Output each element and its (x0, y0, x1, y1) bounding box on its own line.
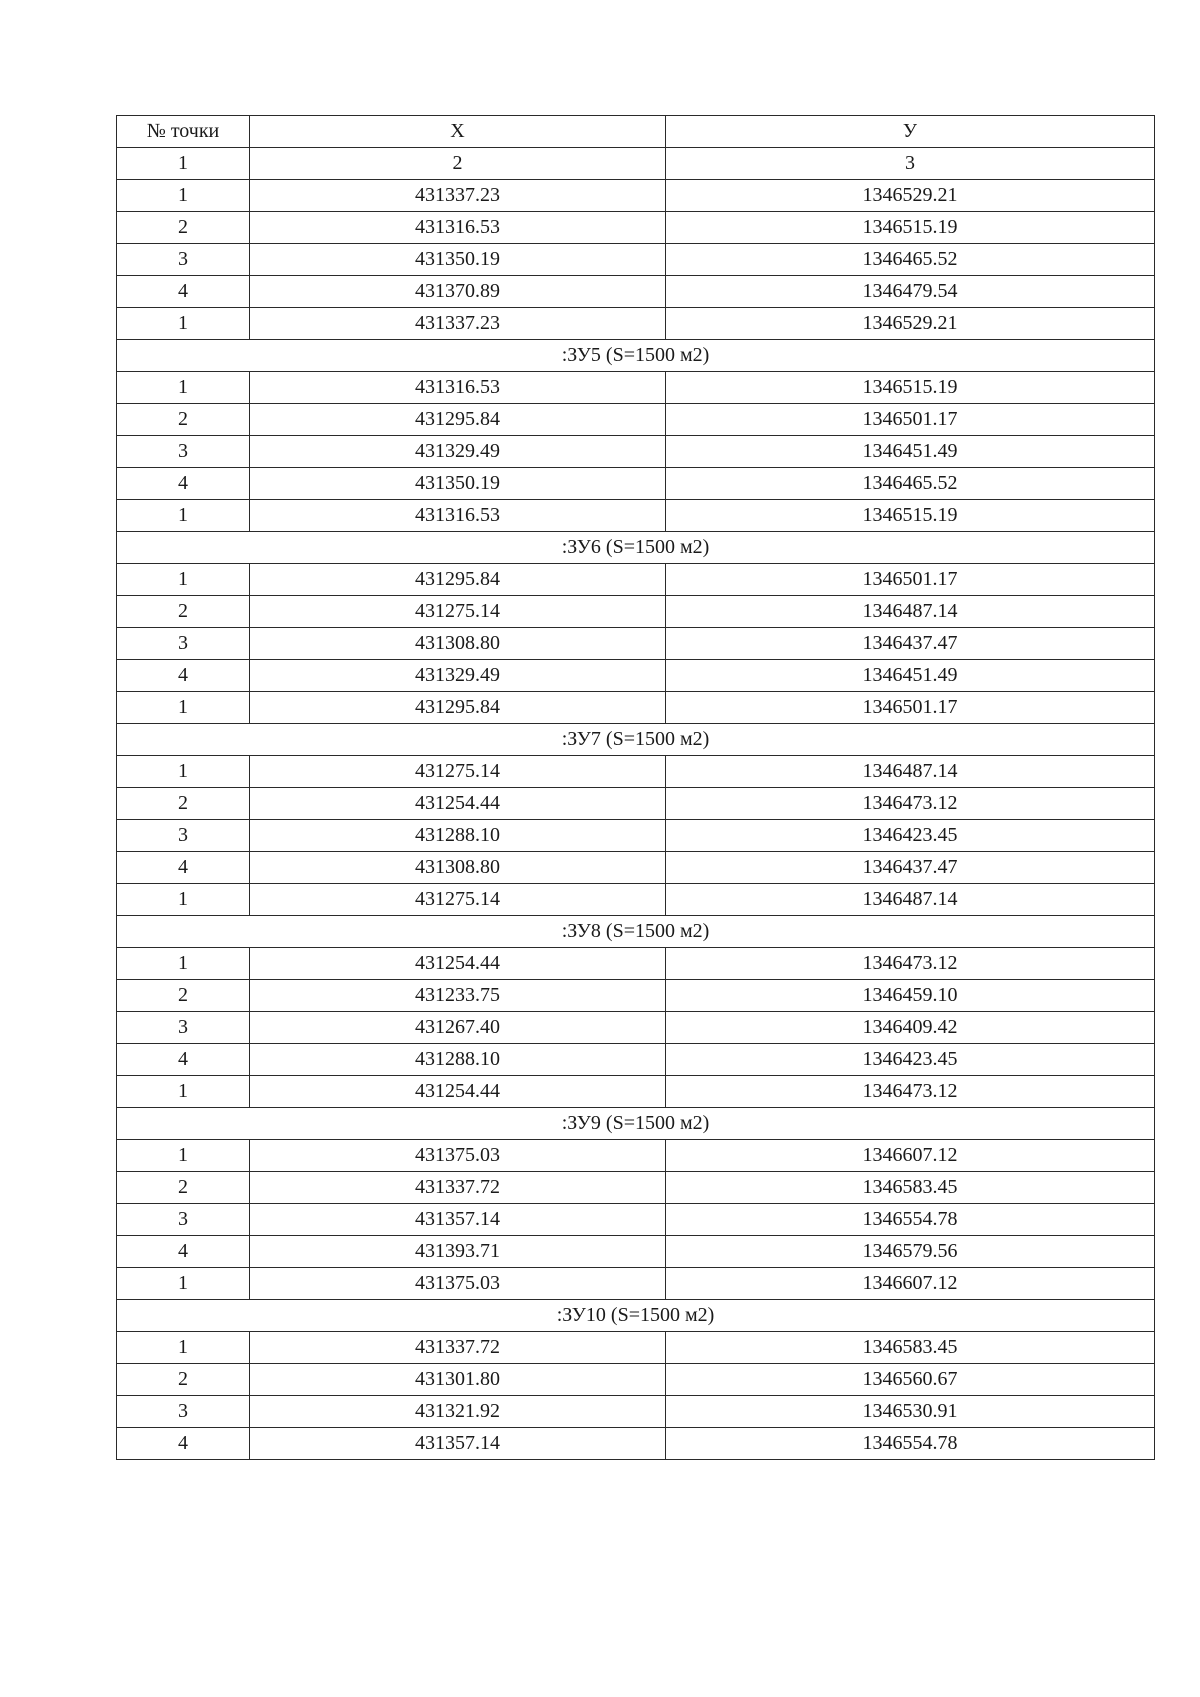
y-coordinate-cell: 1346501.17 (666, 692, 1155, 724)
table-row (117, 436, 1155, 468)
section-title: :ЗУ10 (S=1500 м2) (117, 1300, 1155, 1332)
x-coordinate-cell: 431301.80 (250, 1364, 666, 1396)
x-coordinate-cell: 431375.03 (250, 1268, 666, 1300)
x-coordinate-cell: 431329.49 (250, 660, 666, 692)
coordinates-table (116, 115, 1155, 1460)
point-number-cell: 3 (117, 1012, 250, 1044)
x-coordinate-cell: 431357.14 (250, 1204, 666, 1236)
point-number-cell: 4 (117, 1428, 250, 1460)
x-coordinate-cell: 431308.80 (250, 852, 666, 884)
table-row (117, 980, 1155, 1012)
header-y: У (666, 116, 1155, 148)
table-row (117, 1364, 1155, 1396)
column-number-3: 3 (666, 148, 1155, 180)
point-number-cell: 2 (117, 212, 250, 244)
point-number-cell: 3 (117, 1396, 250, 1428)
y-coordinate-cell: 1346501.17 (666, 564, 1155, 596)
y-coordinate-cell: 1346530.91 (666, 1396, 1155, 1428)
section-title-row (117, 724, 1155, 756)
y-coordinate-cell: 1346583.45 (666, 1172, 1155, 1204)
point-number-cell: 2 (117, 596, 250, 628)
point-number-cell: 3 (117, 628, 250, 660)
y-coordinate-cell: 1346515.19 (666, 212, 1155, 244)
table-row (117, 1236, 1155, 1268)
header-x: Х (250, 116, 666, 148)
point-number-cell: 2 (117, 788, 250, 820)
table-row (117, 180, 1155, 212)
x-coordinate-cell: 431275.14 (250, 756, 666, 788)
table-row (117, 1332, 1155, 1364)
section-title: :ЗУ6 (S=1500 м2) (117, 532, 1155, 564)
point-number-cell: 2 (117, 980, 250, 1012)
y-coordinate-cell: 1346583.45 (666, 1332, 1155, 1364)
table-row (117, 1044, 1155, 1076)
x-coordinate-cell: 431295.84 (250, 564, 666, 596)
table-row (117, 404, 1155, 436)
y-coordinate-cell: 1346487.14 (666, 596, 1155, 628)
point-number-cell: 1 (117, 692, 250, 724)
point-number-cell: 1 (117, 308, 250, 340)
table-row (117, 244, 1155, 276)
table-row (117, 692, 1155, 724)
table-row (117, 820, 1155, 852)
y-coordinate-cell: 1346473.12 (666, 948, 1155, 980)
point-number-cell: 2 (117, 1364, 250, 1396)
y-coordinate-cell: 1346579.56 (666, 1236, 1155, 1268)
y-coordinate-cell: 1346487.14 (666, 884, 1155, 916)
point-number-cell: 4 (117, 852, 250, 884)
point-number-cell: 1 (117, 884, 250, 916)
x-coordinate-cell: 431233.75 (250, 980, 666, 1012)
y-coordinate-cell: 1346437.47 (666, 628, 1155, 660)
coordinates-table-body (117, 116, 1155, 1460)
point-number-cell: 1 (117, 180, 250, 212)
table-row (117, 1076, 1155, 1108)
x-coordinate-cell: 431316.53 (250, 212, 666, 244)
point-number-cell: 4 (117, 468, 250, 500)
x-coordinate-cell: 431316.53 (250, 372, 666, 404)
y-coordinate-cell: 1346607.12 (666, 1268, 1155, 1300)
table-row (117, 212, 1155, 244)
x-coordinate-cell: 431254.44 (250, 948, 666, 980)
point-number-cell: 2 (117, 404, 250, 436)
y-coordinate-cell: 1346529.21 (666, 308, 1155, 340)
x-coordinate-cell: 431375.03 (250, 1140, 666, 1172)
point-number-cell: 1 (117, 564, 250, 596)
y-coordinate-cell: 1346409.42 (666, 1012, 1155, 1044)
point-number-cell: 1 (117, 948, 250, 980)
y-coordinate-cell: 1346501.17 (666, 404, 1155, 436)
section-title-row (117, 340, 1155, 372)
column-number-1: 1 (117, 148, 250, 180)
x-coordinate-cell: 431254.44 (250, 1076, 666, 1108)
section-title: :ЗУ8 (S=1500 м2) (117, 916, 1155, 948)
table-row (117, 788, 1155, 820)
x-coordinate-cell: 431288.10 (250, 1044, 666, 1076)
section-title: :ЗУ9 (S=1500 м2) (117, 1108, 1155, 1140)
x-coordinate-cell: 431393.71 (250, 1236, 666, 1268)
y-coordinate-cell: 1346529.21 (666, 180, 1155, 212)
x-coordinate-cell: 431288.10 (250, 820, 666, 852)
y-coordinate-cell: 1346554.78 (666, 1428, 1155, 1460)
y-coordinate-cell: 1346473.12 (666, 788, 1155, 820)
section-title-row (117, 532, 1155, 564)
x-coordinate-cell: 431329.49 (250, 436, 666, 468)
point-number-cell: 2 (117, 1172, 250, 1204)
point-number-cell: 4 (117, 660, 250, 692)
table-row (117, 372, 1155, 404)
y-coordinate-cell: 1346451.49 (666, 660, 1155, 692)
table-row (117, 564, 1155, 596)
x-coordinate-cell: 431267.40 (250, 1012, 666, 1044)
table-row (117, 1428, 1155, 1460)
y-coordinate-cell: 1346423.45 (666, 1044, 1155, 1076)
x-coordinate-cell: 431337.72 (250, 1172, 666, 1204)
header-point-number: № точки (117, 116, 250, 148)
y-coordinate-cell: 1346479.54 (666, 276, 1155, 308)
x-coordinate-cell: 431295.84 (250, 692, 666, 724)
y-coordinate-cell: 1346459.10 (666, 980, 1155, 1012)
y-coordinate-cell: 1346437.47 (666, 852, 1155, 884)
y-coordinate-cell: 1346515.19 (666, 372, 1155, 404)
table-row (117, 1140, 1155, 1172)
table-row (117, 1396, 1155, 1428)
table-row (117, 660, 1155, 692)
table-row (117, 852, 1155, 884)
x-coordinate-cell: 431321.92 (250, 1396, 666, 1428)
table-row (117, 308, 1155, 340)
section-title-row (117, 1108, 1155, 1140)
table-row (117, 276, 1155, 308)
column-number-2: 2 (250, 148, 666, 180)
point-number-cell: 1 (117, 372, 250, 404)
table-row (117, 1012, 1155, 1044)
point-number-cell: 1 (117, 500, 250, 532)
x-coordinate-cell: 431370.89 (250, 276, 666, 308)
section-title-row (117, 916, 1155, 948)
y-coordinate-cell: 1346554.78 (666, 1204, 1155, 1236)
header-row (117, 116, 1155, 148)
section-title: :ЗУ7 (S=1500 м2) (117, 724, 1155, 756)
table-row (117, 948, 1155, 980)
y-coordinate-cell: 1346451.49 (666, 436, 1155, 468)
table-row (117, 628, 1155, 660)
table-row (117, 1268, 1155, 1300)
section-title-row (117, 1300, 1155, 1332)
table-row (117, 500, 1155, 532)
point-number-cell: 1 (117, 1332, 250, 1364)
section-title: :ЗУ5 (S=1500 м2) (117, 340, 1155, 372)
x-coordinate-cell: 431357.14 (250, 1428, 666, 1460)
point-number-cell: 4 (117, 276, 250, 308)
y-coordinate-cell: 1346465.52 (666, 468, 1155, 500)
point-number-cell: 4 (117, 1044, 250, 1076)
point-number-cell: 1 (117, 1140, 250, 1172)
x-coordinate-cell: 431275.14 (250, 884, 666, 916)
point-number-cell: 1 (117, 1076, 250, 1108)
y-coordinate-cell: 1346423.45 (666, 820, 1155, 852)
table-row (117, 1204, 1155, 1236)
y-coordinate-cell: 1346465.52 (666, 244, 1155, 276)
y-coordinate-cell: 1346473.12 (666, 1076, 1155, 1108)
y-coordinate-cell: 1346515.19 (666, 500, 1155, 532)
table-row (117, 884, 1155, 916)
point-number-cell: 3 (117, 1204, 250, 1236)
column-number-row (117, 148, 1155, 180)
point-number-cell: 3 (117, 244, 250, 276)
x-coordinate-cell: 431350.19 (250, 244, 666, 276)
x-coordinate-cell: 431308.80 (250, 628, 666, 660)
x-coordinate-cell: 431337.23 (250, 308, 666, 340)
point-number-cell: 1 (117, 756, 250, 788)
x-coordinate-cell: 431337.72 (250, 1332, 666, 1364)
y-coordinate-cell: 1346487.14 (666, 756, 1155, 788)
point-number-cell: 3 (117, 436, 250, 468)
point-number-cell: 4 (117, 1236, 250, 1268)
x-coordinate-cell: 431350.19 (250, 468, 666, 500)
y-coordinate-cell: 1346607.12 (666, 1140, 1155, 1172)
point-number-cell: 1 (117, 1268, 250, 1300)
table-row (117, 756, 1155, 788)
point-number-cell: 3 (117, 820, 250, 852)
x-coordinate-cell: 431254.44 (250, 788, 666, 820)
y-coordinate-cell: 1346560.67 (666, 1364, 1155, 1396)
x-coordinate-cell: 431337.23 (250, 180, 666, 212)
table-row (117, 596, 1155, 628)
table-row (117, 468, 1155, 500)
table-row (117, 1172, 1155, 1204)
x-coordinate-cell: 431295.84 (250, 404, 666, 436)
x-coordinate-cell: 431316.53 (250, 500, 666, 532)
x-coordinate-cell: 431275.14 (250, 596, 666, 628)
